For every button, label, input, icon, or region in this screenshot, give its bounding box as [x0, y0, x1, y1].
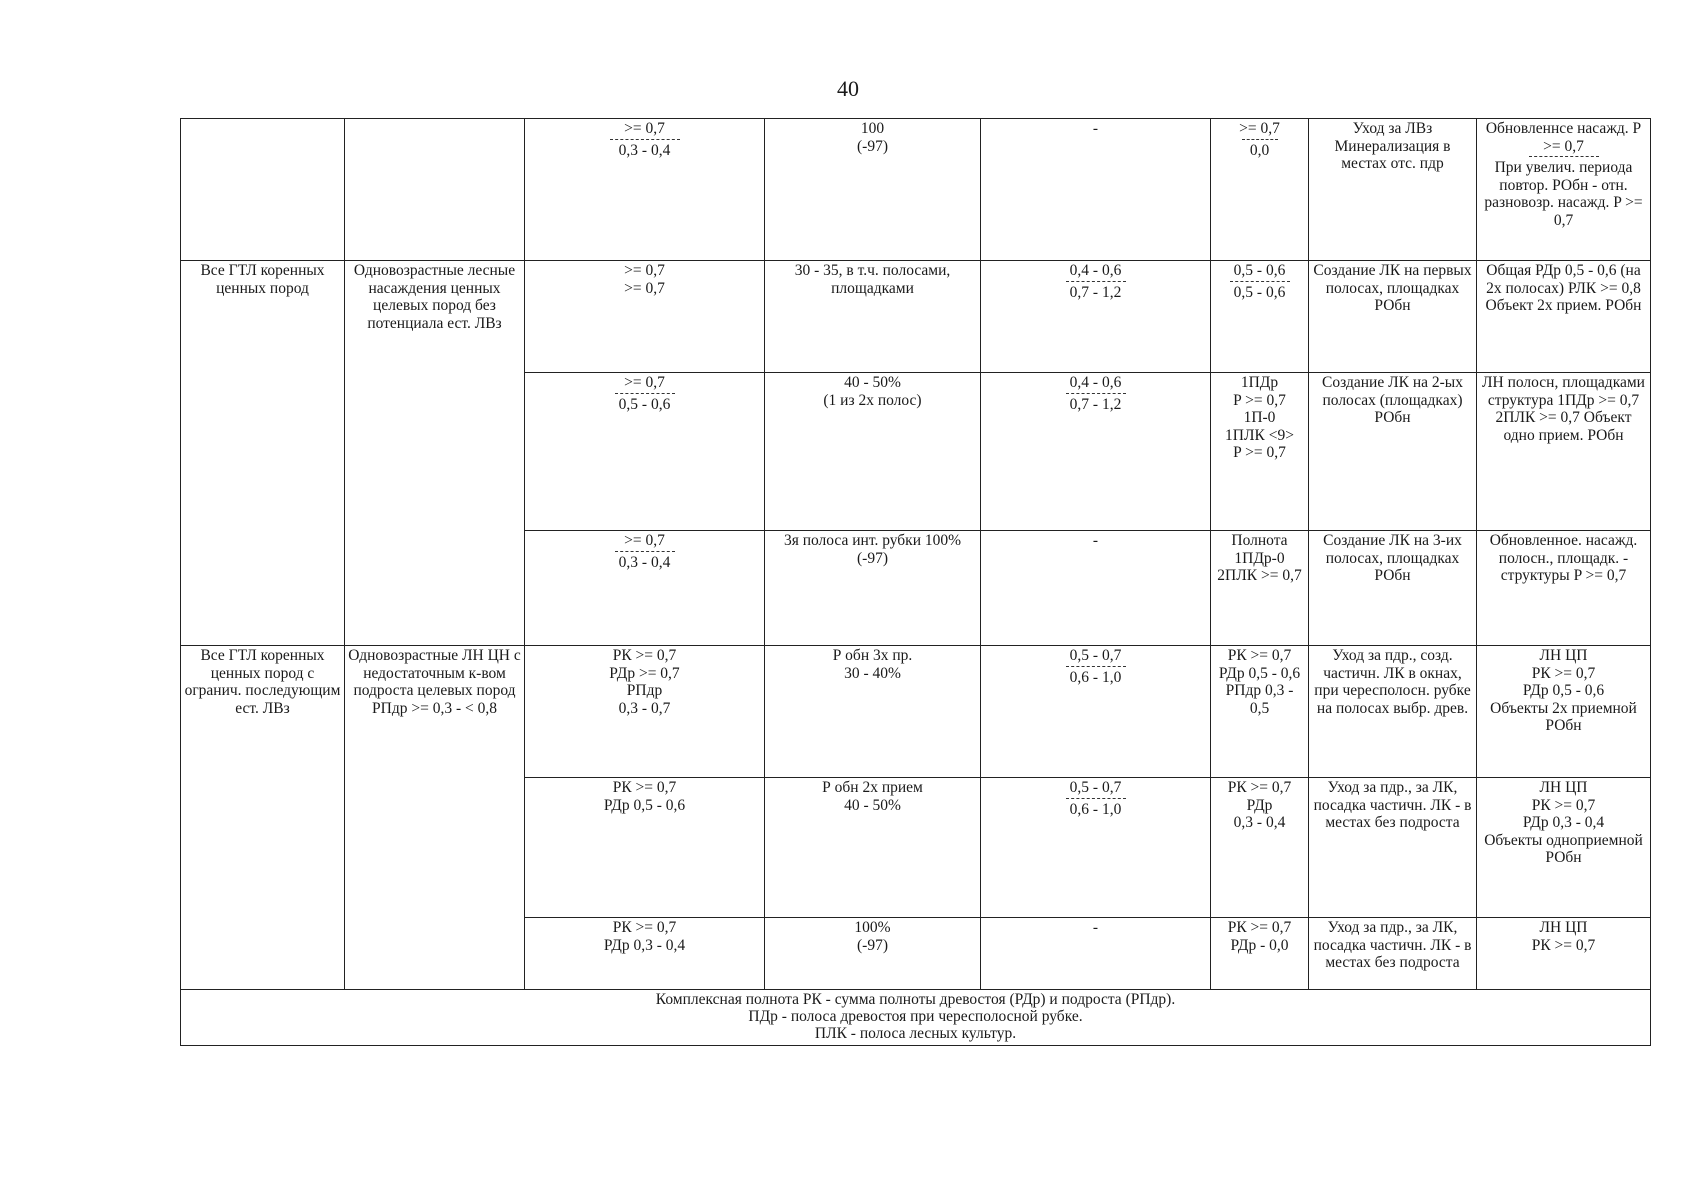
cell-measures: Уход за пдр., за ЛК, посадка частичн. ЛК - в местах без подроста	[1309, 778, 1477, 918]
cell-stand-type	[345, 119, 525, 261]
cell-result: ЛН ЦП РК >= 0,7 РДр 0,5 - 0,6 Объекты 2х приемной РОбн	[1477, 646, 1651, 778]
cell-measures: Создание ЛК на 2-ых полосах (площадках) РОбн	[1309, 373, 1477, 531]
cell-intensity: 100 (-97)	[765, 119, 981, 261]
cell-density-result: РК >= 0,7 РДр - 0,0	[1211, 918, 1309, 990]
cell-density-result: >= 0,7 0,0	[1211, 119, 1309, 261]
cell-density-result: РК >= 0,7 РДр 0,3 - 0,4	[1211, 778, 1309, 918]
table-row	[181, 261, 1651, 373]
cell-result: Обновленнсе насажд. P >= 0,7 При увелич. периода повтор. РОбн - отн. разновозр. насажд. P >= 0,7	[1477, 119, 1651, 261]
cell-density-result: РК >= 0,7 РДр 0,5 - 0,6 РПдр 0,3 - 0,5	[1211, 646, 1309, 778]
cell-forest-type	[181, 119, 345, 261]
cell-density-before: >= 0,7 >= 0,7	[525, 261, 765, 373]
cell-density-after: -	[981, 531, 1211, 646]
page-number: 40	[837, 76, 859, 101]
footnote: ПДр - полоса древостоя при чересполосной рубке.	[748, 1008, 1083, 1025]
cell-density-after: 0,4 - 0,6 0,7 - 1,2	[981, 373, 1211, 531]
footnotes	[181, 990, 1651, 1046]
notes-row	[181, 990, 1651, 1046]
table-row	[181, 119, 1651, 261]
footnote: ПЛК - полоса лесных культур.	[814, 1025, 1017, 1042]
cell-density-result: 1ПДр P >= 0,7 1П-0 1ПЛК <9> P >= 0,7	[1211, 373, 1309, 531]
cell-intensity: Р обн 2х прием 40 - 50%	[765, 778, 981, 918]
cell-intensity: 30 - 35, в т.ч. полосами, площадками	[765, 261, 981, 373]
cell-density-after: 0,5 - 0,7 0,6 - 1,0	[981, 778, 1211, 918]
cell-density-before: РК >= 0,7 РДр >= 0,7 РПдр 0,3 - 0,7	[525, 646, 765, 778]
cell-stand-type: Одновозрастные ЛН ЦН с недостаточным к-вом подроста целевых пород РПдр >= 0,3 - < 0,8	[345, 646, 525, 990]
cell-density-before: >= 0,7 0,3 - 0,4	[525, 119, 765, 261]
cell-density-before: РК >= 0,7 РДр 0,3 - 0,4	[525, 918, 765, 990]
cell-result: Обновленное. насажд. полосн., площадк. - структуры P >= 0,7	[1477, 531, 1651, 646]
cell-measures: Уход за пдр., созд. частичн. ЛК в окнах, при чересполосн. рубке на полосах выбр. древ.	[1309, 646, 1477, 778]
table-row	[181, 646, 1651, 778]
cell-result: Общая РДр 0,5 - 0,6 (на 2х полосах) РЛК >= 0,8 Объект 2х прием. РОбн	[1477, 261, 1651, 373]
cell-density-result: 0,5 - 0,6 0,5 - 0,6	[1211, 261, 1309, 373]
cell-forest-type: Все ГТЛ коренных ценных пород	[181, 261, 345, 646]
cell-density-after: 0,5 - 0,7 0,6 - 1,0	[981, 646, 1211, 778]
cell-density-after: -	[981, 119, 1211, 261]
cell-result: ЛН полосн, площадками структура 1ПДр >= 0,7 2ПЛК >= 0,7 Объект одно прием. РОбн	[1477, 373, 1651, 531]
cell-measures: Создание ЛК на первых полосах, площадках РОбн	[1309, 261, 1477, 373]
cell-intensity: 100% (-97)	[765, 918, 981, 990]
cell-forest-type: Все ГТЛ коренных ценных пород с огранич. последующим ест. ЛВз	[181, 646, 345, 990]
cell-density-before: >= 0,7 0,5 - 0,6	[525, 373, 765, 531]
cell-intensity: 40 - 50% (1 из 2х полос)	[765, 373, 981, 531]
cell-density-before: РК >= 0,7 РДр 0,5 - 0,6	[525, 778, 765, 918]
cell-density-after: -	[981, 918, 1211, 990]
cell-measures: Создание ЛК на 3-их полосах, площадках РОбн	[1309, 531, 1477, 646]
cell-measures: Уход за ЛВз Минерализация в местах отс. пдр	[1309, 119, 1477, 261]
silviculture-table	[180, 118, 1651, 1046]
cell-result: ЛН ЦП РК >= 0,7	[1477, 918, 1651, 990]
footnote: Комплексная полнота РК - сумма полноты древостоя (РДр) и подроста (РПдр).	[655, 991, 1176, 1008]
cell-intensity: 3я полоса инт. рубки 100% (-97)	[765, 531, 981, 646]
cell-intensity: Р обн 3х пр. 30 - 40%	[765, 646, 981, 778]
cell-stand-type: Одновозрастные лесные насаждения ценных целевых пород без потенциала ест. ЛВз	[345, 261, 525, 646]
cell-measures: Уход за пдр., за ЛК, посадка частичн. ЛК - в местах без подроста	[1309, 918, 1477, 990]
cell-result: ЛН ЦП РК >= 0,7 РДр 0,3 - 0,4 Объекты одноприемной РОбн	[1477, 778, 1651, 918]
cell-density-after: 0,4 - 0,6 0,7 - 1,2	[981, 261, 1211, 373]
cell-density-before: >= 0,7 0,3 - 0,4	[525, 531, 765, 646]
cell-density-result: Полнота 1ПДр-0 2ПЛК >= 0,7	[1211, 531, 1309, 646]
